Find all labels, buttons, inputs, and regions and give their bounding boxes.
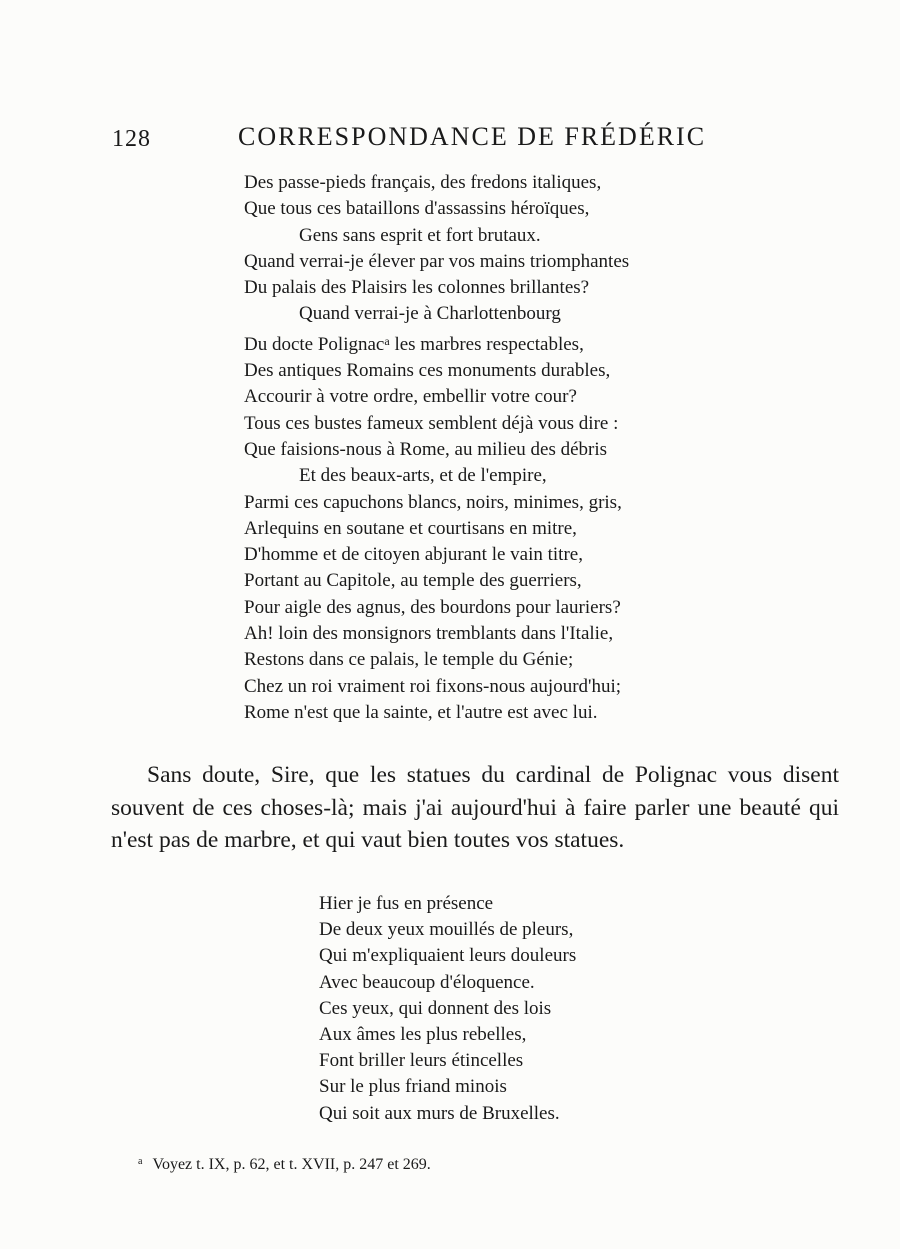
verse-line: Pour aigle des agnus, des bourdons pour lauriers? (244, 596, 621, 618)
verse-line: De deux yeux mouillés de pleurs, (319, 919, 574, 941)
verse-line: Qui m'expliquaient leurs douleurs (319, 945, 577, 967)
verse-line: Portant au Capitole, au temple des guerriers, (244, 570, 582, 592)
verse-line: Avec beaucoup d'éloquence. (319, 971, 535, 993)
verse-line: Quand verrai-je élever par vos mains triomphantes (244, 250, 630, 272)
verse-line: Tous ces bustes fameux semblent déjà vous dire : (244, 412, 619, 434)
verse-line: Que faisions-nous à Rome, au milieu des débris (244, 438, 608, 460)
verse-text: les marbres respectables, (389, 333, 584, 355)
footnote-reference: a (384, 333, 390, 348)
footnote (138, 1156, 431, 1174)
poem-verse-block (244, 170, 629, 726)
verse-text: Du docte Polignac (244, 333, 385, 355)
verse-line: D'homme et de citoyen abjurant le vain titre, (244, 544, 583, 566)
page-number: 128 (112, 126, 151, 152)
verse-line: Du palais des Plaisirs les colonnes brillantes? (244, 277, 590, 299)
verse-line: Sur le plus friand minois (319, 1076, 507, 1098)
verse-line: Parmi ces capuchons blancs, noirs, minimes, gris, (244, 491, 622, 513)
verse-line: Chez un roi vraiment roi fixons-nous aujourd'hui; (244, 675, 622, 697)
verse-line: Quand verrai-je à Charlottenbourg (299, 303, 561, 325)
verse-line: Ah! loin des monsignors tremblants dans l'Italie, (244, 623, 614, 645)
footnote-mark: a (138, 1156, 143, 1167)
verse-line: Et des beaux-arts, et de l'empire, (299, 465, 547, 487)
verse-line: Des passe-pieds français, des fredons italiques, (244, 172, 602, 193)
verse-line (244, 328, 629, 358)
verse-line: Qui soit aux murs de Bruxelles. (319, 1102, 560, 1124)
verse-line: Restons dans ce palais, le temple du Génie; (244, 649, 574, 671)
verse-line: Hier je fus en présence (319, 893, 494, 914)
running-title: CORRESPONDANCE DE FRÉDÉRIC (238, 122, 707, 151)
poem-verse-block (319, 891, 576, 1127)
verse-line: Accourir à votre ordre, embellir votre cour? (244, 386, 577, 408)
verse-line: Des antiques Romains ces monuments durables, (244, 360, 611, 382)
verse-line: Arlequins en soutane et courtisans en mitre, (244, 517, 577, 539)
verse-line: Ces yeux, qui donnent des lois (319, 997, 552, 1019)
verse-line: Rome n'est que la sainte, et l'autre est avec lui. (244, 701, 598, 723)
verse-line: Que tous ces bataillons d'assassins héroïques, (244, 198, 590, 220)
verse-line: Aux âmes les plus rebelles, (319, 1024, 527, 1046)
footnote-text: Voyez t. IX, p. 62, et t. XVII, p. 247 et 269. (152, 1156, 431, 1173)
prose-paragraph: Sans doute, Sire, que les statues du cardinal de Polignac vous disent souvent de ces choses-là; mais j'ai aujourd'hui à faire parler une beauté qui n'est pas de marbre, et qui vaut bien toutes vos statues. (111, 762, 839, 853)
verse-line: Font briller leurs étincelles (319, 1050, 524, 1072)
verse-line: Gens sans esprit et fort brutaux. (299, 224, 541, 246)
